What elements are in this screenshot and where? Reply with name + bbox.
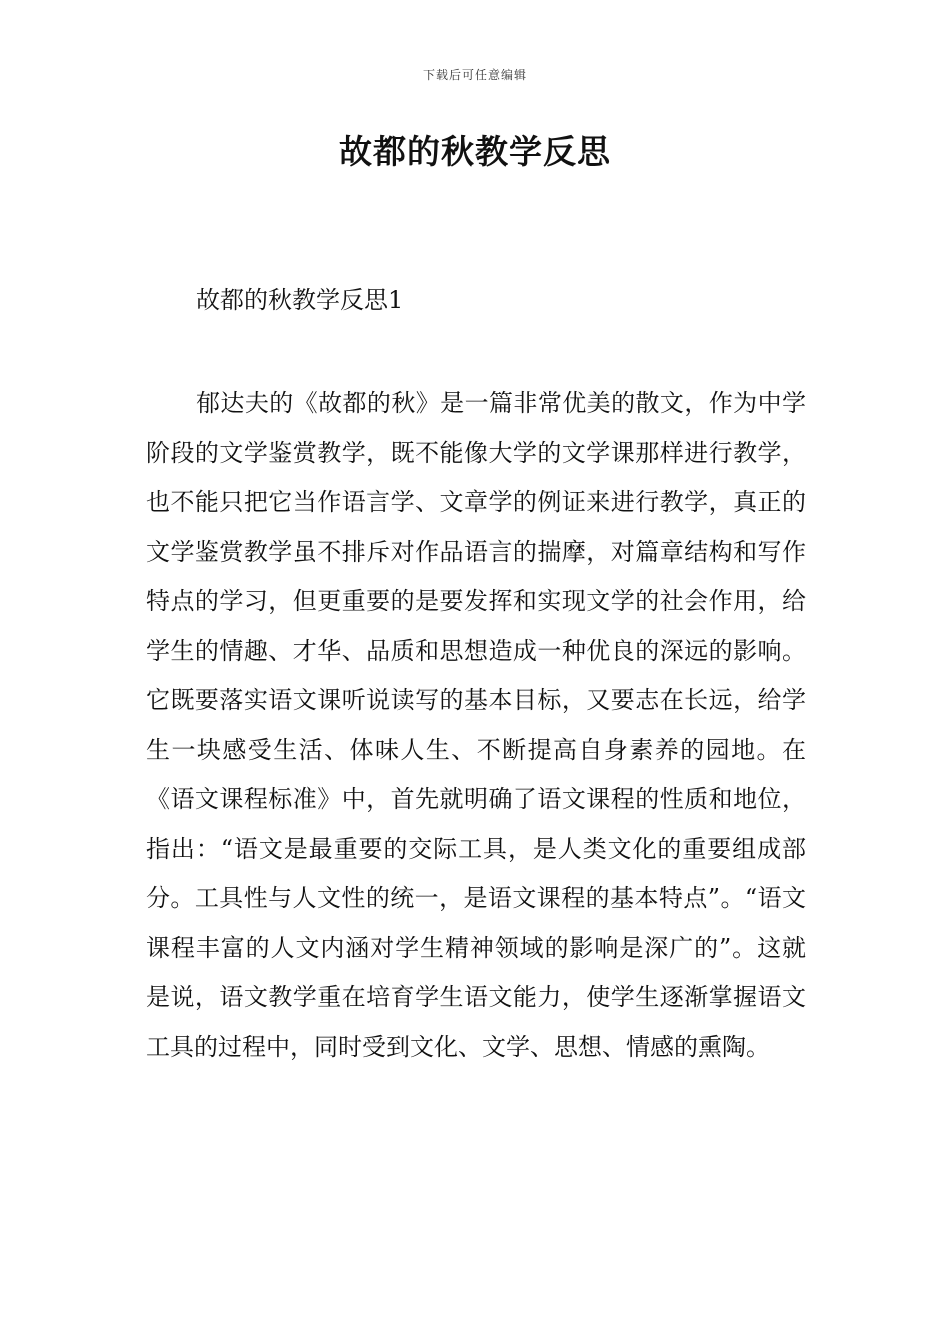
body-paragraph: 郁达夫的《故都的秋》是一篇非常优美的散文，作为中学阶段的文学鉴赏教学，既不能像大学的文学课那样进行教学，也不能只把它当作语言学、文章学的例证来进行教学，真正的文学鉴赏教学虽不排斥对作品语言的揣摩，对篇章结构和写作特点的学习，但更重要的是要发挥和实现文学的社会作用，给学生的情趣、才华、品质和思想造成一种优良的深远的影响。它既要落实语文课听说读写的基本目标，又要志在长远，给学生一块感受生活、体味人生、不断提高自身素养的园地。在《语文课程标准》中，首先就明确了语文课程的性质和地位，指出：“语文是最重要的交际工具，是人类文化的重要组成部分。工具性与人文性的统一，是语文课程的基本特点”。“语文课程丰富的人文内涵对学生精神领域的影响是深广的”。这就是说，语文教学重在培育学生语文能力，使学生逐渐掌握语文工具的过程中，同时受到文化、文学、思想、情感的熏陶。	[146, 389, 806, 1061]
document-title: 故都的秋教学反思	[339, 132, 611, 171]
section-heading: 故都的秋教学反思1	[196, 286, 404, 314]
header-note: 下载后可任意编辑	[422, 68, 527, 82]
